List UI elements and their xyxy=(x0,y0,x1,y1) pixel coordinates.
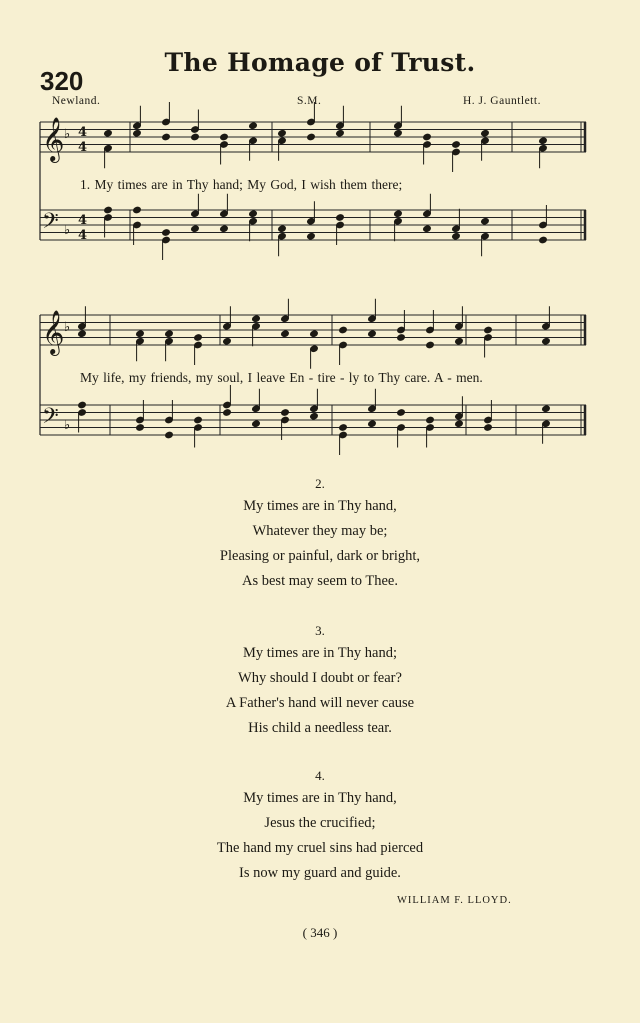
verse-line: My times are in Thy hand; xyxy=(243,645,397,661)
verse-line: Jesus the crucified; xyxy=(264,815,376,831)
verse-line: Is now my guard and guide. xyxy=(239,865,401,881)
meter: S.M. xyxy=(297,95,322,107)
note-head xyxy=(336,214,345,222)
note-head xyxy=(78,330,87,338)
note-head xyxy=(220,133,229,141)
flat-icon: ♭ xyxy=(64,127,71,142)
note-head xyxy=(452,141,461,149)
note-head xyxy=(426,341,435,349)
note-head xyxy=(191,225,200,233)
note-head xyxy=(252,315,261,323)
note-head xyxy=(397,334,406,342)
note-head xyxy=(484,326,493,334)
note-head xyxy=(394,129,403,137)
note-head xyxy=(455,337,464,345)
note-head xyxy=(310,330,319,338)
hymn-number: 320 xyxy=(40,66,84,96)
time-signature: 4 xyxy=(78,140,88,155)
note-head xyxy=(162,229,171,237)
time-signature: 4 xyxy=(78,125,88,140)
note-head xyxy=(136,330,145,338)
note-head xyxy=(133,206,142,214)
verse-line: His child a needless tear. xyxy=(248,720,392,736)
note-head xyxy=(339,424,348,432)
bass-clef-icon: 𝄢 xyxy=(42,209,59,239)
note-head xyxy=(223,337,232,345)
time-signature: 4 xyxy=(78,213,88,228)
lyrics-line-1: 1. My times are in Thy hand; My God, I wish them there; xyxy=(80,177,403,192)
note-head xyxy=(223,409,232,417)
note-head xyxy=(133,129,142,137)
page-number: ( 346 ) xyxy=(302,925,338,940)
note-head xyxy=(104,129,113,137)
clefs xyxy=(42,117,87,434)
note-head xyxy=(78,401,87,409)
note-head xyxy=(336,129,345,137)
note-head xyxy=(278,129,287,137)
verse-line: My times are in Thy hand, xyxy=(243,498,397,514)
note-head xyxy=(307,232,316,240)
note-head xyxy=(423,133,432,141)
note-head xyxy=(194,334,203,342)
note-head xyxy=(249,122,258,130)
verse-line: Whatever they may be; xyxy=(252,523,388,539)
verse-line: The hand my cruel sins had pierced xyxy=(216,840,424,856)
verse-line: A Father's hand will never cause xyxy=(225,695,415,711)
note-head xyxy=(484,424,493,432)
note-head xyxy=(165,431,174,439)
hymn-title: The Homage of Trust. xyxy=(164,48,476,77)
note-head xyxy=(310,412,319,420)
note-head xyxy=(252,420,261,428)
time-signature: 4 xyxy=(78,228,88,243)
staff-lines xyxy=(40,122,586,435)
note-head xyxy=(307,133,316,141)
note-head xyxy=(539,137,548,145)
verse-line: Pleasing or painful, dark or bright, xyxy=(219,548,421,564)
verse-line: Why should I doubt or fear? xyxy=(238,670,402,686)
note-head xyxy=(249,210,258,218)
flat-icon: ♭ xyxy=(64,418,71,433)
treble-clef-icon: 𝄞 xyxy=(42,117,65,161)
note-head xyxy=(136,424,145,432)
note-head xyxy=(481,217,490,225)
note-head xyxy=(394,210,403,218)
flat-icon: ♭ xyxy=(64,320,71,335)
verse-line: As best may seem to Thee. xyxy=(242,573,398,589)
note-head xyxy=(220,225,229,233)
note-head xyxy=(339,326,348,334)
bar-lines xyxy=(40,122,585,435)
note-head xyxy=(481,129,490,137)
note-head xyxy=(104,206,113,214)
note-head xyxy=(368,420,377,428)
note-head xyxy=(542,337,551,345)
verse-number: 3. xyxy=(315,623,325,638)
note-head xyxy=(455,420,464,428)
note-head xyxy=(278,225,287,233)
note-head xyxy=(162,133,171,141)
composer: H. J. Gauntlett. xyxy=(463,95,541,107)
notes xyxy=(78,102,551,455)
note-head xyxy=(281,409,290,417)
lyricist-name: WILLIAM F. LLOYD. xyxy=(397,895,512,906)
flat-icon: ♭ xyxy=(64,223,71,238)
verse-number: 2. xyxy=(315,476,325,491)
bass-clef-icon: 𝄢 xyxy=(42,404,59,434)
note-head xyxy=(165,330,174,338)
note-head xyxy=(194,416,203,424)
music-score xyxy=(0,0,640,470)
note-head xyxy=(539,236,548,244)
note-head xyxy=(542,405,551,413)
note-head xyxy=(452,232,461,240)
tune-name: Newland. xyxy=(52,95,101,107)
note-head xyxy=(281,330,290,338)
verse-number: 4. xyxy=(315,768,325,783)
note-head xyxy=(423,225,432,233)
note-head xyxy=(191,133,200,141)
treble-clef-icon: 𝄞 xyxy=(42,310,65,354)
note-head xyxy=(368,330,377,338)
verse-line: My times are in Thy hand, xyxy=(243,790,397,806)
note-head xyxy=(397,409,406,417)
note-head xyxy=(426,416,435,424)
lyrics-line-2: My life, my friends, my soul, I leave En - tire - ly to Thy care. A - men. xyxy=(80,370,483,385)
